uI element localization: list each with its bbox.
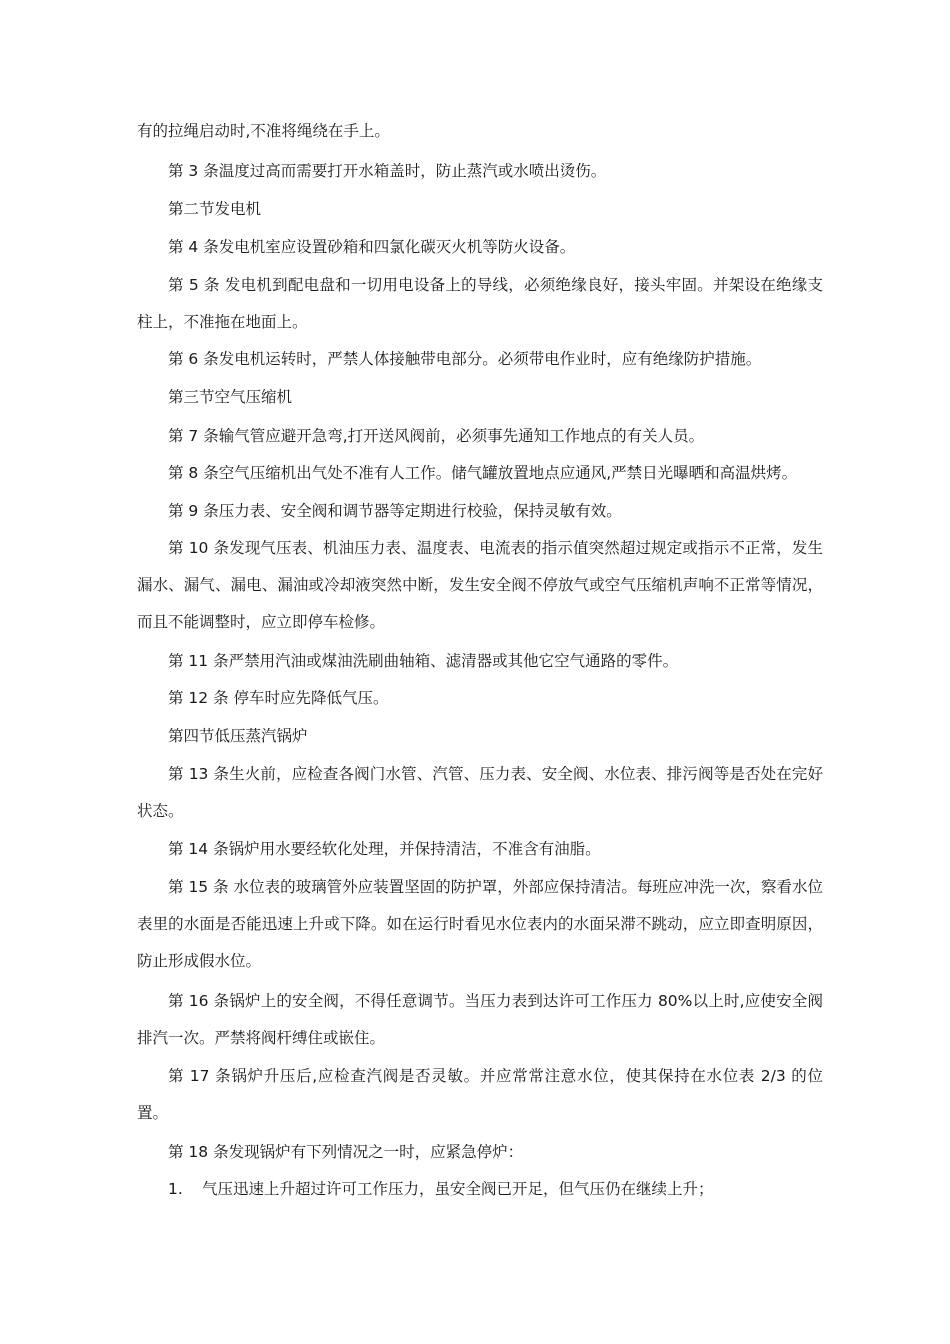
list-number: 1. (168, 1180, 183, 1198)
article-10: 第 10 条发现气压表、机油压力表、温度表、电流表的指示值突然超过规定或指示不正常，发生漏水、漏气、漏电、漏油或冷却液突然中断，发生安全阀不停放气或空气压缩机声响不正常等情况，而且不能调整时，应立即停车检修。 (137, 539, 823, 631)
article-7: 第 7 条输气管应避开急弯,打开送风阀前，必须事先通知工作地点的有关人员。 (168, 427, 705, 445)
article-17: 第 17 条锅炉升压后,应检查汽阀是否灵敏。并应常常注意水位，使其保持在水位表 2/3 的位置。 (137, 1067, 823, 1122)
article-14: 第 14 条锅炉用水要经软化处理，并保持清洁，不准含有油脂。 (168, 840, 601, 858)
list-item (168, 1171, 823, 1208)
article-3: 第 3 条温度过高而需要打开水箱盖时，防止蒸汽或水喷出烫伤。 (168, 162, 607, 180)
article-12: 第 12 条 停车时应先降低气压。 (168, 689, 389, 707)
article-8: 第 8 条空气压缩机出气处不准有人工作。储气罐放置地点应通风,严禁日光曝晒和高温烘烤。 (168, 464, 798, 482)
article-9: 第 9 条压力表、安全阀和调节器等定期进行校验，保持灵敏有效。 (168, 502, 622, 520)
article-13: 第 13 条生火前，应检查各阀门水管、汽管、压力表、安全阀、水位表、排污阀等是否处在完好状态。 (137, 765, 823, 820)
article-18: 第 18 条发现锅炉有下列情况之一时，应紧急停炉： (168, 1143, 524, 1161)
article-11: 第 11 条严禁用汽油或煤油洗刷曲轴箱、滤清器或其他它空气通路的零件。 (168, 652, 679, 670)
paragraph-continuation: 有的拉绳启动时,不准将绳绕在手上。 (137, 122, 390, 140)
section-heading-boiler: 第四节低压蒸汽锅炉 (168, 727, 308, 745)
article-4: 第 4 条发电机室应设置砂箱和四氯化碳灭火机等防火设备。 (168, 238, 576, 256)
article-16: 第 16 条锅炉上的安全阀，不得任意调节。当压力表到达许可工作压力 80%以上时,应使安全阀排汽一次。严禁将阀杆缚住或嵌住。 (137, 992, 823, 1047)
article-5: 第 5 条 发电机到配电盘和一切用电设备上的导线，必须绝缘良好，接头牢固。并架设在绝缘支柱上，不准拖在地面上。 (137, 276, 823, 331)
section-heading-air-compressor: 第三节空气压缩机 (168, 388, 293, 406)
article-15: 第 15 条 水位表的玻璃管外应装置坚固的防护罩，外部应保持清洁。每班应冲洗一次，察看水位表里的水面是否能迅速上升或下降。如在运行时看见水位表内的水面呆滞不跳动，应立即查明原因，防止形成假水位。 (137, 878, 823, 970)
article-6: 第 6 条发电机运转时，严禁人体接触带电部分。必须带电作业时，应有绝缘防护措施。 (168, 350, 762, 368)
section-heading-generator: 第二节发电机 (168, 200, 262, 218)
list-text: 气压迅速上升超过许可工作压力，虽安全阀已开足，但气压仍在继续上升； (202, 1180, 714, 1198)
